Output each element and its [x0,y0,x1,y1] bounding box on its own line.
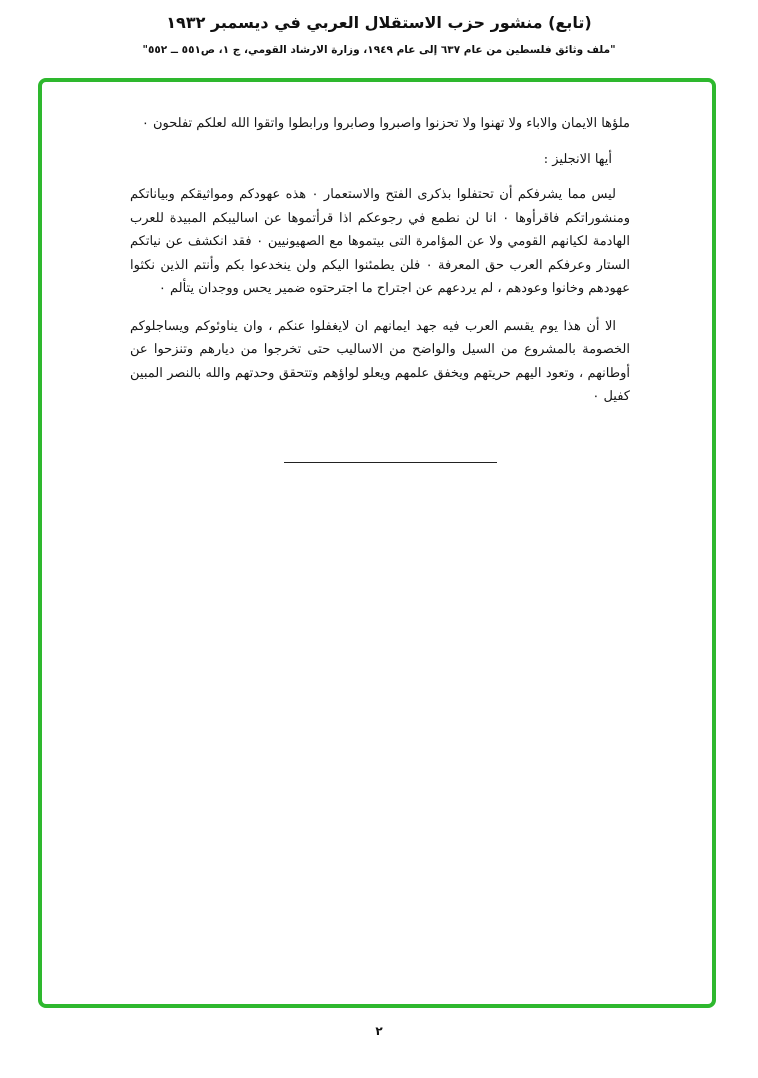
page-number: ٢ [375,1024,383,1038]
paragraph-closing-exhortation: ملؤها الايمان والاباء ولا تهنوا ولا تحزنوا واصبروا وصابروا ورابطوا واتقوا الله لعلكم تفلحون ٠ [141,116,630,131]
document-body [130,112,630,423]
document-title: (تابع) منشور حزب الاستقلال العربي في ديسمبر ١٩٣٢ [166,13,592,32]
section-heading-english-address: أيها الانجليز : [543,151,612,167]
end-divider-line [284,462,497,463]
source-citation: "ملف وثائق فلسطين من عام ٦٣٧ إلى عام ١٩٤٩، وزارة الارشاد القومي، ج ١، ص٥٥١ ــ ٥٥٢" [142,44,616,56]
paragraph-arab-oath: الا أن هذا يوم يقسم العرب فيه جهد ايمانهم ان لايغفلوا عنكم ، وان يناوئوكم ويساجلوكم الخصومة بالمشروع من السيل والواضح من الاساليب حتى تخرجوا من ديارهم وتنزحوا عن أوطانهم ، وتعود اليهم حريتهم ويخفق علمهم ويعلو لواؤهم وتتحقق وحدتهم والله بالنصر المبين كفيل ٠ [130,318,630,404]
paragraph-address-to-british: ليس مما يشرفكم أن تحتفلوا بذكرى الفتح والاستعمار ٠ هذه عهودكم ومواثيقكم وبياناتكم ومنشوراتكم فاقرأوها ٠ انا لن نطمع في رجوعكم اذا قرأتموها عن اساليبكم المبيدة للعرب الهادمة لكيانهم القومي ولا عن المؤامرة التى بيتموها مع الصهيونيين ٠ فقد انكشف عن نياتكم الستار وعرفكم العرب حق المعرفة ٠ فلن يطمئنوا اليكم ولن ينخدعوا بكم وأنتم الذين نكثوا عهودهم وخانوا وعودهم ، لم يردعهم عن اجتراح ما اجترحتوه ضمير يحس ووجدان يتألم ٠ [130,187,630,296]
